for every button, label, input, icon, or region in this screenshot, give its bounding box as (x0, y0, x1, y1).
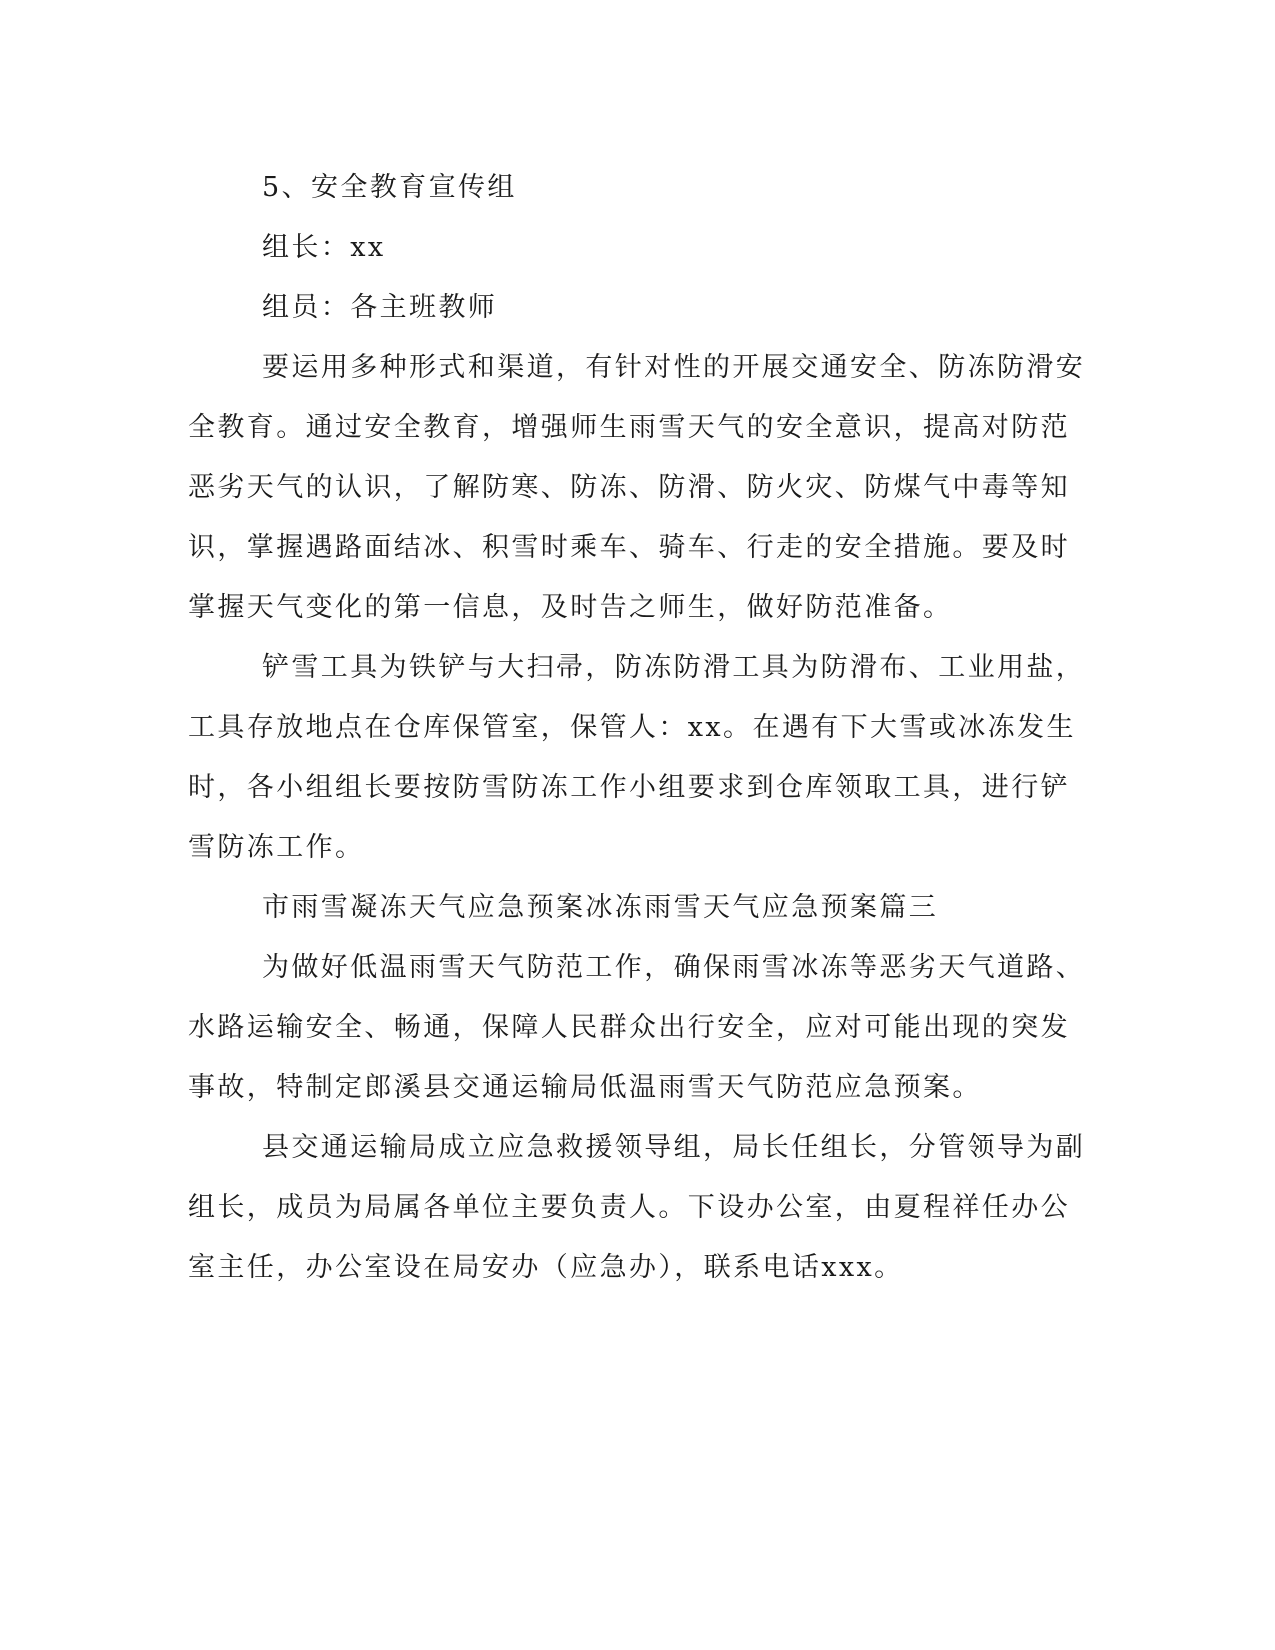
paragraph-line: 掌握天气变化的第一信息，及时告之师生，做好防范准备。 (188, 592, 953, 623)
paragraph-line: 工具存放地点在仓库保管室，保管人：xx。在遇有下大雪或冰冻发生 (188, 712, 1076, 743)
paragraph-line: 水路运输安全、畅通，保障人民群众出行安全，应对可能出现的突发 (188, 1012, 1070, 1043)
section-heading: 5、安全教育宣传组 (262, 172, 517, 203)
paragraph-line: 为做好低温雨雪天气防范工作，确保雨雪冰冻等恶劣天气道路、 (262, 952, 1086, 983)
paragraph-line: 全教育。通过安全教育，增强师生雨雪天气的安全意识，提高对防范 (188, 412, 1070, 443)
paragraph-line: 要运用多种形式和渠道，有针对性的开展交通安全、防冻防滑安 (262, 352, 1086, 383)
paragraph-line: 雪防冻工作。 (188, 832, 365, 863)
paragraph-line: 县交通运输局成立应急救援领导组，局长任组长，分管领导为副 (262, 1132, 1086, 1163)
paragraph-line: 恶劣天气的认识，了解防寒、防冻、防滑、防火灾、防煤气中毒等知 (188, 472, 1070, 503)
group-leader-line: 组长：xx (262, 232, 386, 263)
paragraph-line: 组长，成员为局属各单位主要负责人。下设办公室，由夏程祥任办公 (188, 1192, 1070, 1223)
group-members-line: 组员：各主班教师 (262, 292, 498, 323)
paragraph-line: 识，掌握遇路面结冰、积雪时乘车、骑车、行走的安全措施。要及时 (188, 532, 1070, 563)
paragraph-line: 事故，特制定郎溪县交通运输局低温雨雪天气防范应急预案。 (188, 1072, 982, 1103)
paragraph-line: 铲雪工具为铁铲与大扫帚，防冻防滑工具为防滑布、工业用盐， (262, 652, 1086, 683)
paragraph-line: 室主任，办公室设在局安办（应急办），联系电话xxx。 (188, 1252, 904, 1283)
paragraph-line: 时，各小组组长要按防雪防冻工作小组要求到仓库领取工具，进行铲 (188, 772, 1070, 803)
article-title: 市雨雪凝冻天气应急预案冰冻雨雪天气应急预案篇三 (262, 892, 939, 923)
